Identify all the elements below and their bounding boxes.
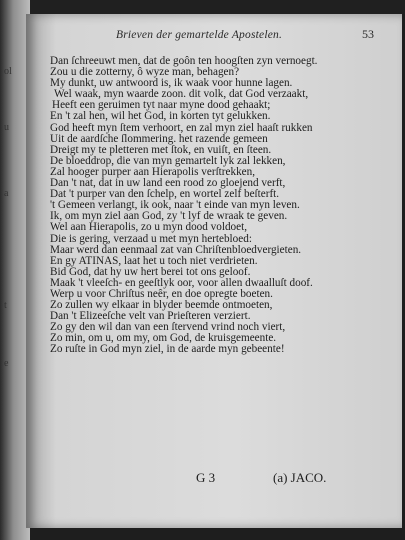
facing-page-fragment: a xyxy=(4,188,9,199)
text-line: Werp u voor Chriſtus neêr, en doe opregte boeten. xyxy=(50,287,273,300)
text-line: Zou u die zotterny, ô wyze man, behagen? xyxy=(50,66,240,79)
facing-page-fragment: ol xyxy=(4,66,12,77)
poem-text xyxy=(50,56,395,356)
text-line: Wel aan Hierapolis, zo u myn dood voldoet, xyxy=(50,221,248,234)
text-line: Ik, om myn ziel aan God, zy 't lyf de wraak te geven. xyxy=(50,210,288,223)
text-line: Dan ſchreeuwt men, dat de goôn ten hoogſten zyn vernoegt. xyxy=(50,55,318,67)
text-line: Dreigt my te pletteren met ſtok, en vuiſt, en ſteen. xyxy=(50,143,272,156)
text-line: En gy ATINAS, laat het u toch niet verdrieten. xyxy=(50,254,258,267)
text-line: Bid God, dat hy uw hert berei tot ons geloof. xyxy=(50,265,251,278)
running-title: Brieven der gemartelde Apostelen. xyxy=(116,29,283,41)
text-line: Heeft een geruimen tyt naar myne dood gehaakt; xyxy=(52,99,271,112)
page-footer xyxy=(0,470,405,490)
text-line: Uit de aardſche ſlommering. het razende gemeen xyxy=(50,132,268,145)
facing-page-fragment: e xyxy=(4,358,9,369)
catchword: (a) JACO. xyxy=(273,470,327,485)
text-line: Zo gy den wil dan van een ſtervend vrind noch viert, xyxy=(50,321,286,334)
text-line: En 't zal hen, wil het God, in korten tyt gelukken. xyxy=(50,110,271,123)
text-line: Zal hooger purper aan Hierapolis verſtrekken, xyxy=(50,165,256,178)
text-line: Zo zullen wy elkaar in blyder beemde ontmoeten, xyxy=(50,299,273,312)
text-line: Maar werd dan eenmaal zat van Chriſtenbloedvergieten. xyxy=(50,243,302,256)
text-line: Dan 't Elizeeſche velt van Prieſteren verziert. xyxy=(50,310,251,323)
text-line: De bloeddrop, die van myn gemartelt lyk zal lekken, xyxy=(50,154,286,167)
text-line: Wel waak, myn waarde zoon. dit volk, dat God verzaakt, xyxy=(54,88,309,101)
facing-page-fragment: t xyxy=(4,300,7,311)
text-line: Zo ruſte in God myn ziel, in de aarde myn gebeente! xyxy=(50,343,285,356)
text-line: Dan 't nat, dat in uw land een rood zo gloejend verft, xyxy=(50,177,286,190)
text-line: 't Gemeen verlangt, ik ook, naar 't einde van myn leven. xyxy=(50,199,300,212)
page-header xyxy=(88,29,378,45)
text-line: Dat 't purper van den ſchelp, en wortel zelf beſterft. xyxy=(50,188,280,201)
text-line: Zo min, om u, om my, om God, de kruisgemeente. xyxy=(50,332,277,345)
scan-top-strip xyxy=(0,0,405,14)
text-line: Die is gering, verzaad u met myn hertebloed: xyxy=(50,232,252,245)
signature-mark: G 3 xyxy=(196,470,216,485)
facing-page-fragment: u xyxy=(4,122,9,133)
text-line: Maak 't vleeſch- en geeſtlyk oor, voor allen dwaalluſt doof. xyxy=(50,276,313,289)
page-number: 53 xyxy=(362,27,374,41)
text-line: My dunkt, uw antwoord is, ik waak voor hunne lagen. xyxy=(50,77,293,90)
text-line: God heeft myn ſtem verhoort, en zal myn ziel haaſt rukken xyxy=(50,121,313,134)
